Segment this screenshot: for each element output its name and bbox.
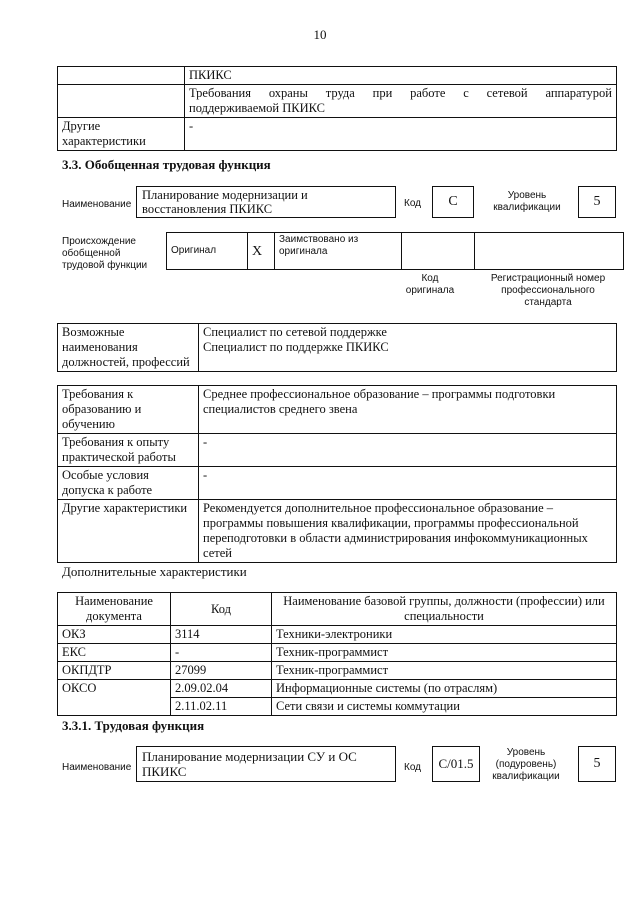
header-code: Код xyxy=(171,593,272,626)
code-original-label: Код оригинала xyxy=(405,273,455,296)
table-row: ОКСО 2.09.02.04 Информационные системы (по отраслям) xyxy=(58,680,617,698)
top-row-1: ПКИКС xyxy=(185,67,617,85)
req-label-conditions: Особые условия допуска к работе xyxy=(58,467,199,500)
positions-label: Возможные наименования должностей, профессий xyxy=(58,324,199,372)
reg-number-label: Регистрационный номер профессионального стандарта xyxy=(490,273,606,308)
top-row-2: Требования охраны труда при работе с сетевой аппаратурой поддерживаемой ПКИКС xyxy=(185,85,617,118)
req-value-education: Среднее профессиональное образование – программы подготовки специалистов среднего звена xyxy=(199,386,617,434)
section-3-3-1-heading: 3.3.1. Трудовая функция xyxy=(62,718,205,733)
original-mark: X xyxy=(248,233,275,270)
top-table xyxy=(57,66,617,151)
table-row: ЕКС - Техник-программист xyxy=(58,644,617,662)
table-row: 2.11.02.11 Сети связи и системы коммутации xyxy=(58,698,617,716)
function-code-label: Код xyxy=(404,762,422,773)
req-value-conditions: - xyxy=(199,467,617,500)
code-value: C xyxy=(432,186,474,218)
header-document: Наименование документа xyxy=(58,593,171,626)
requirements-table xyxy=(57,385,617,563)
function-code-value: C/01.5 xyxy=(432,746,480,782)
additional-heading: Дополнительные характеристики xyxy=(62,564,247,579)
page-number: 10 xyxy=(313,27,327,42)
function-name-box xyxy=(136,746,396,782)
original-label: Оригинал xyxy=(167,233,248,270)
req-label-education: Требования к образованию и обучению xyxy=(58,386,199,434)
level-label: Уровень квалификации xyxy=(493,190,561,213)
function-level-value: 5 xyxy=(578,746,616,782)
other-characteristics-label: Другие характеристики xyxy=(58,118,185,151)
borrowed-label: Заимствовано из оригинала xyxy=(275,233,402,270)
code-label: Код xyxy=(404,198,422,209)
name-value: Планирование модернизации и восстановления ПКИКС xyxy=(142,188,308,216)
function-name-value: Планирование модернизации СУ и ОС ПКИКС xyxy=(142,749,357,779)
table-row: ОКПДТР 27099 Техник-программист xyxy=(58,662,617,680)
function-level-label: Уровень (подуровень) квалификации xyxy=(492,747,560,782)
additional-table xyxy=(57,592,617,716)
function-name-label: Наименование xyxy=(62,762,132,773)
other-characteristics-value: - xyxy=(185,118,617,151)
req-value-other: Рекомендуется дополнительное профессиональное образование – программы повышения квалификации, программы профессиональной переподготовки в области администрирования инфокоммуникационных сетей xyxy=(199,500,617,563)
positions-table xyxy=(57,323,617,372)
positions-values: Специалист по сетевой поддержке Специалист по поддержке ПКИКС xyxy=(199,324,617,372)
req-label-other: Другие характеристики xyxy=(58,500,199,563)
origin-table xyxy=(166,232,624,270)
header-group-name: Наименование базовой группы, должности (профессии) или специальности xyxy=(272,593,617,626)
req-value-experience: - xyxy=(199,434,617,467)
req-label-experience: Требования к опыту практической работы xyxy=(58,434,199,467)
code-original-cell xyxy=(402,233,475,270)
reg-number-cell xyxy=(475,233,624,270)
level-value: 5 xyxy=(578,186,616,218)
name-value-box xyxy=(136,186,396,218)
section-3-3-heading: 3.3. Обобщенная трудовая функция xyxy=(62,157,271,172)
table-row: ОКЗ 3114 Техники-электроники xyxy=(58,626,617,644)
name-label: Наименование xyxy=(62,199,132,210)
origin-label: Происхождение обобщенной трудовой функции xyxy=(62,236,148,271)
